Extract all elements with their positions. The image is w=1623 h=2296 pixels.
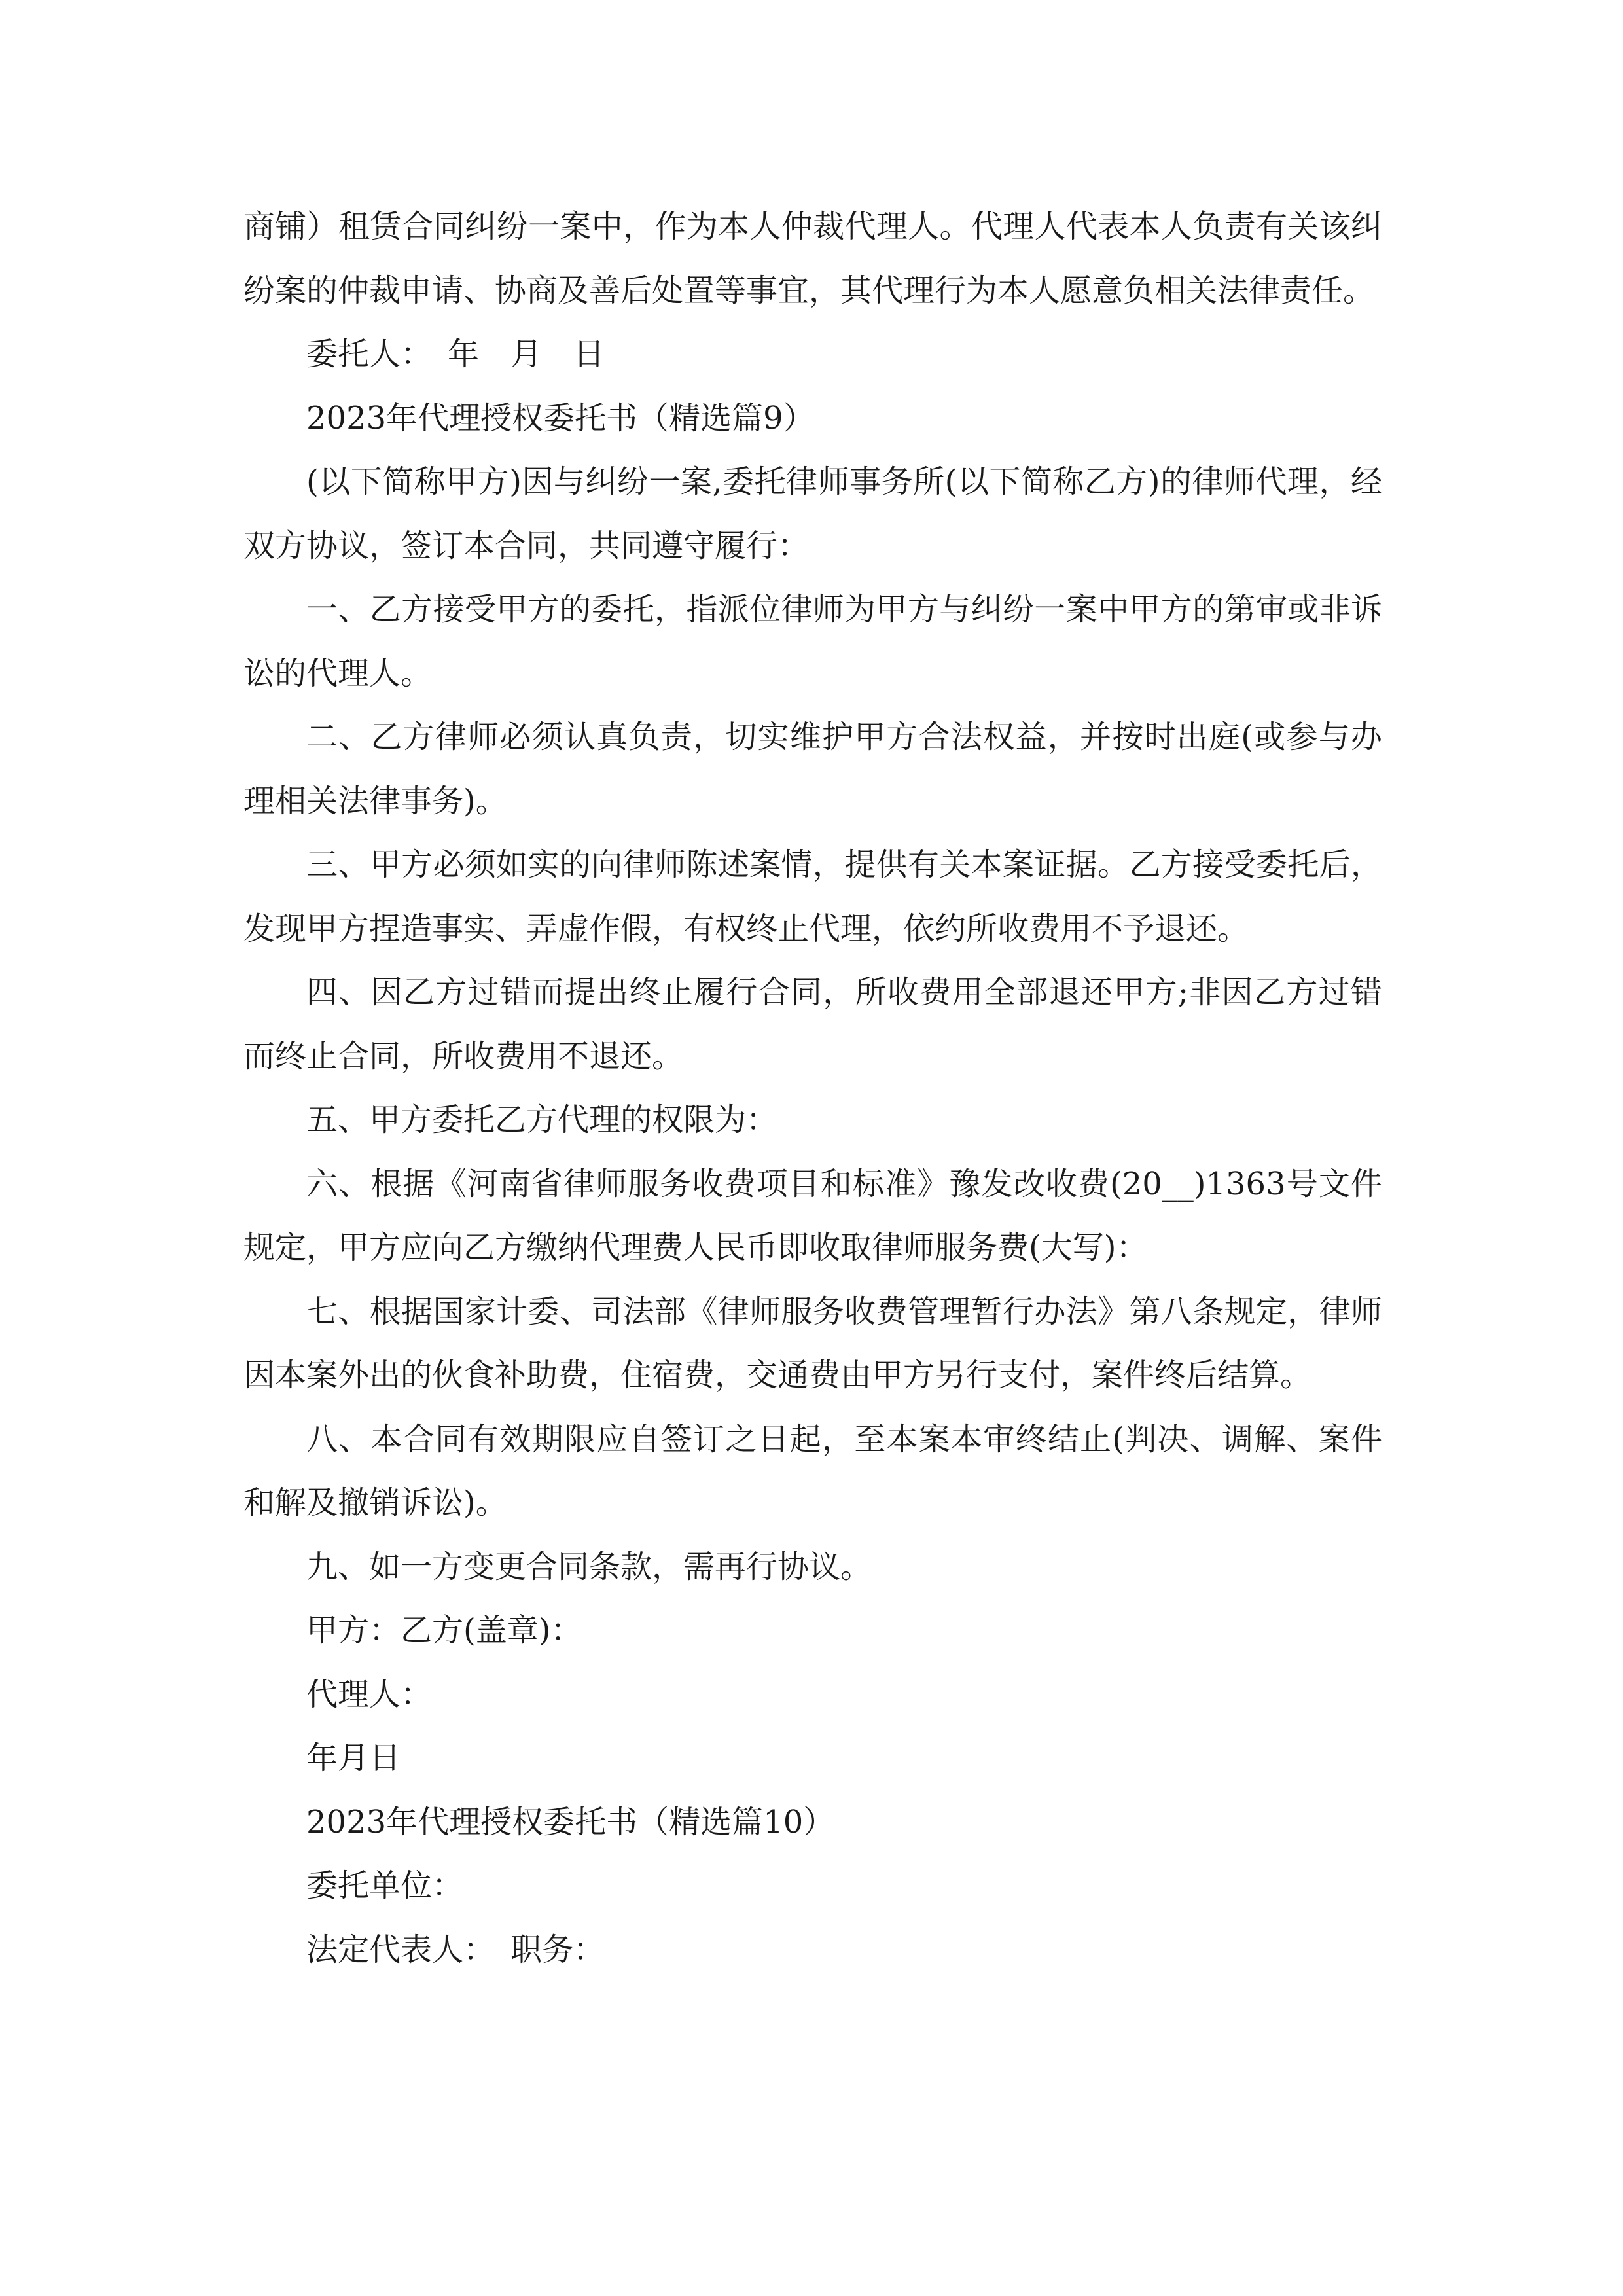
clause-2: 二、乙方律师必须认真负责，切实维护甲方合法权益，并按时出庭(或参与办理相关法律事务)。: [243, 719, 1382, 819]
signature-date: 年月日: [306, 1740, 401, 1776]
document-body: [243, 195, 1382, 1982]
clause-4: 四、因乙方过错而提出终止履行合同，所收费用全部退还甲方;非因乙方过错而终止合同，所收费用不退还。: [243, 974, 1382, 1075]
paragraph-lease-dispute-clause: 商铺）租赁合同纠纷一案中，作为本人仲裁代理人。代理人代表本人负责有关该纠纷案的仲裁申请、协商及善后处置等事宜，其代理行为本人愿意负相关法律责任。: [243, 208, 1382, 309]
clause-3: 三、甲方必须如实的向律师陈述案情，提供有关本案证据。乙方接受委托后，发现甲方捏造事实、弄虚作假，有权终止代理，依约所收费用不予退还。: [243, 846, 1382, 947]
paragraph-intro: (以下简称甲方)因与纠纷一案,委托律师事务所(以下简称乙方)的律师代理，经双方协议，签订本合同，共同遵守履行：: [243, 463, 1382, 564]
clause-6: 六、根据《河南省律师服务收费项目和标准》豫发改收费(20__)1363号文件规定，甲方应向乙方缴纳代理费人民币即收取律师服务费(大写)：: [243, 1165, 1382, 1266]
clause-9: 九、如一方变更合同条款，需再行协议。: [306, 1548, 872, 1585]
signature-parties: 甲方：乙方(盖章)：: [306, 1612, 582, 1649]
signature-agent: 代理人：: [306, 1676, 433, 1713]
section-heading-10: 2023年代理授权委托书（精选篇10）: [306, 1803, 835, 1840]
clause-1: 一、乙方接受甲方的委托，指派位律师为甲方与纠纷一案中甲方的第审或非诉讼的代理人。: [243, 591, 1382, 692]
field-legal-representative: 法定代表人： 职务：: [306, 1931, 605, 1968]
clause-5: 五、甲方委托乙方代理的权限为：: [306, 1102, 778, 1138]
field-entrusting-unit: 委托单位：: [306, 1867, 464, 1904]
paragraph-principal-signature: 委托人： 年 月 日: [306, 336, 605, 372]
clause-8: 八、本合同有效期限应自签订之日起，至本案本审终结止(判决、调解、案件和解及撤销诉讼)。: [243, 1420, 1382, 1521]
clause-7: 七、根据国家计委、司法部《律师服务收费管理暂行办法》第八条规定，律师因本案外出的伙食补助费，住宿费，交通费由甲方另行支付，案件终后结算。: [243, 1293, 1382, 1393]
section-heading-9: 2023年代理授权委托书（精选篇9）: [306, 399, 815, 437]
